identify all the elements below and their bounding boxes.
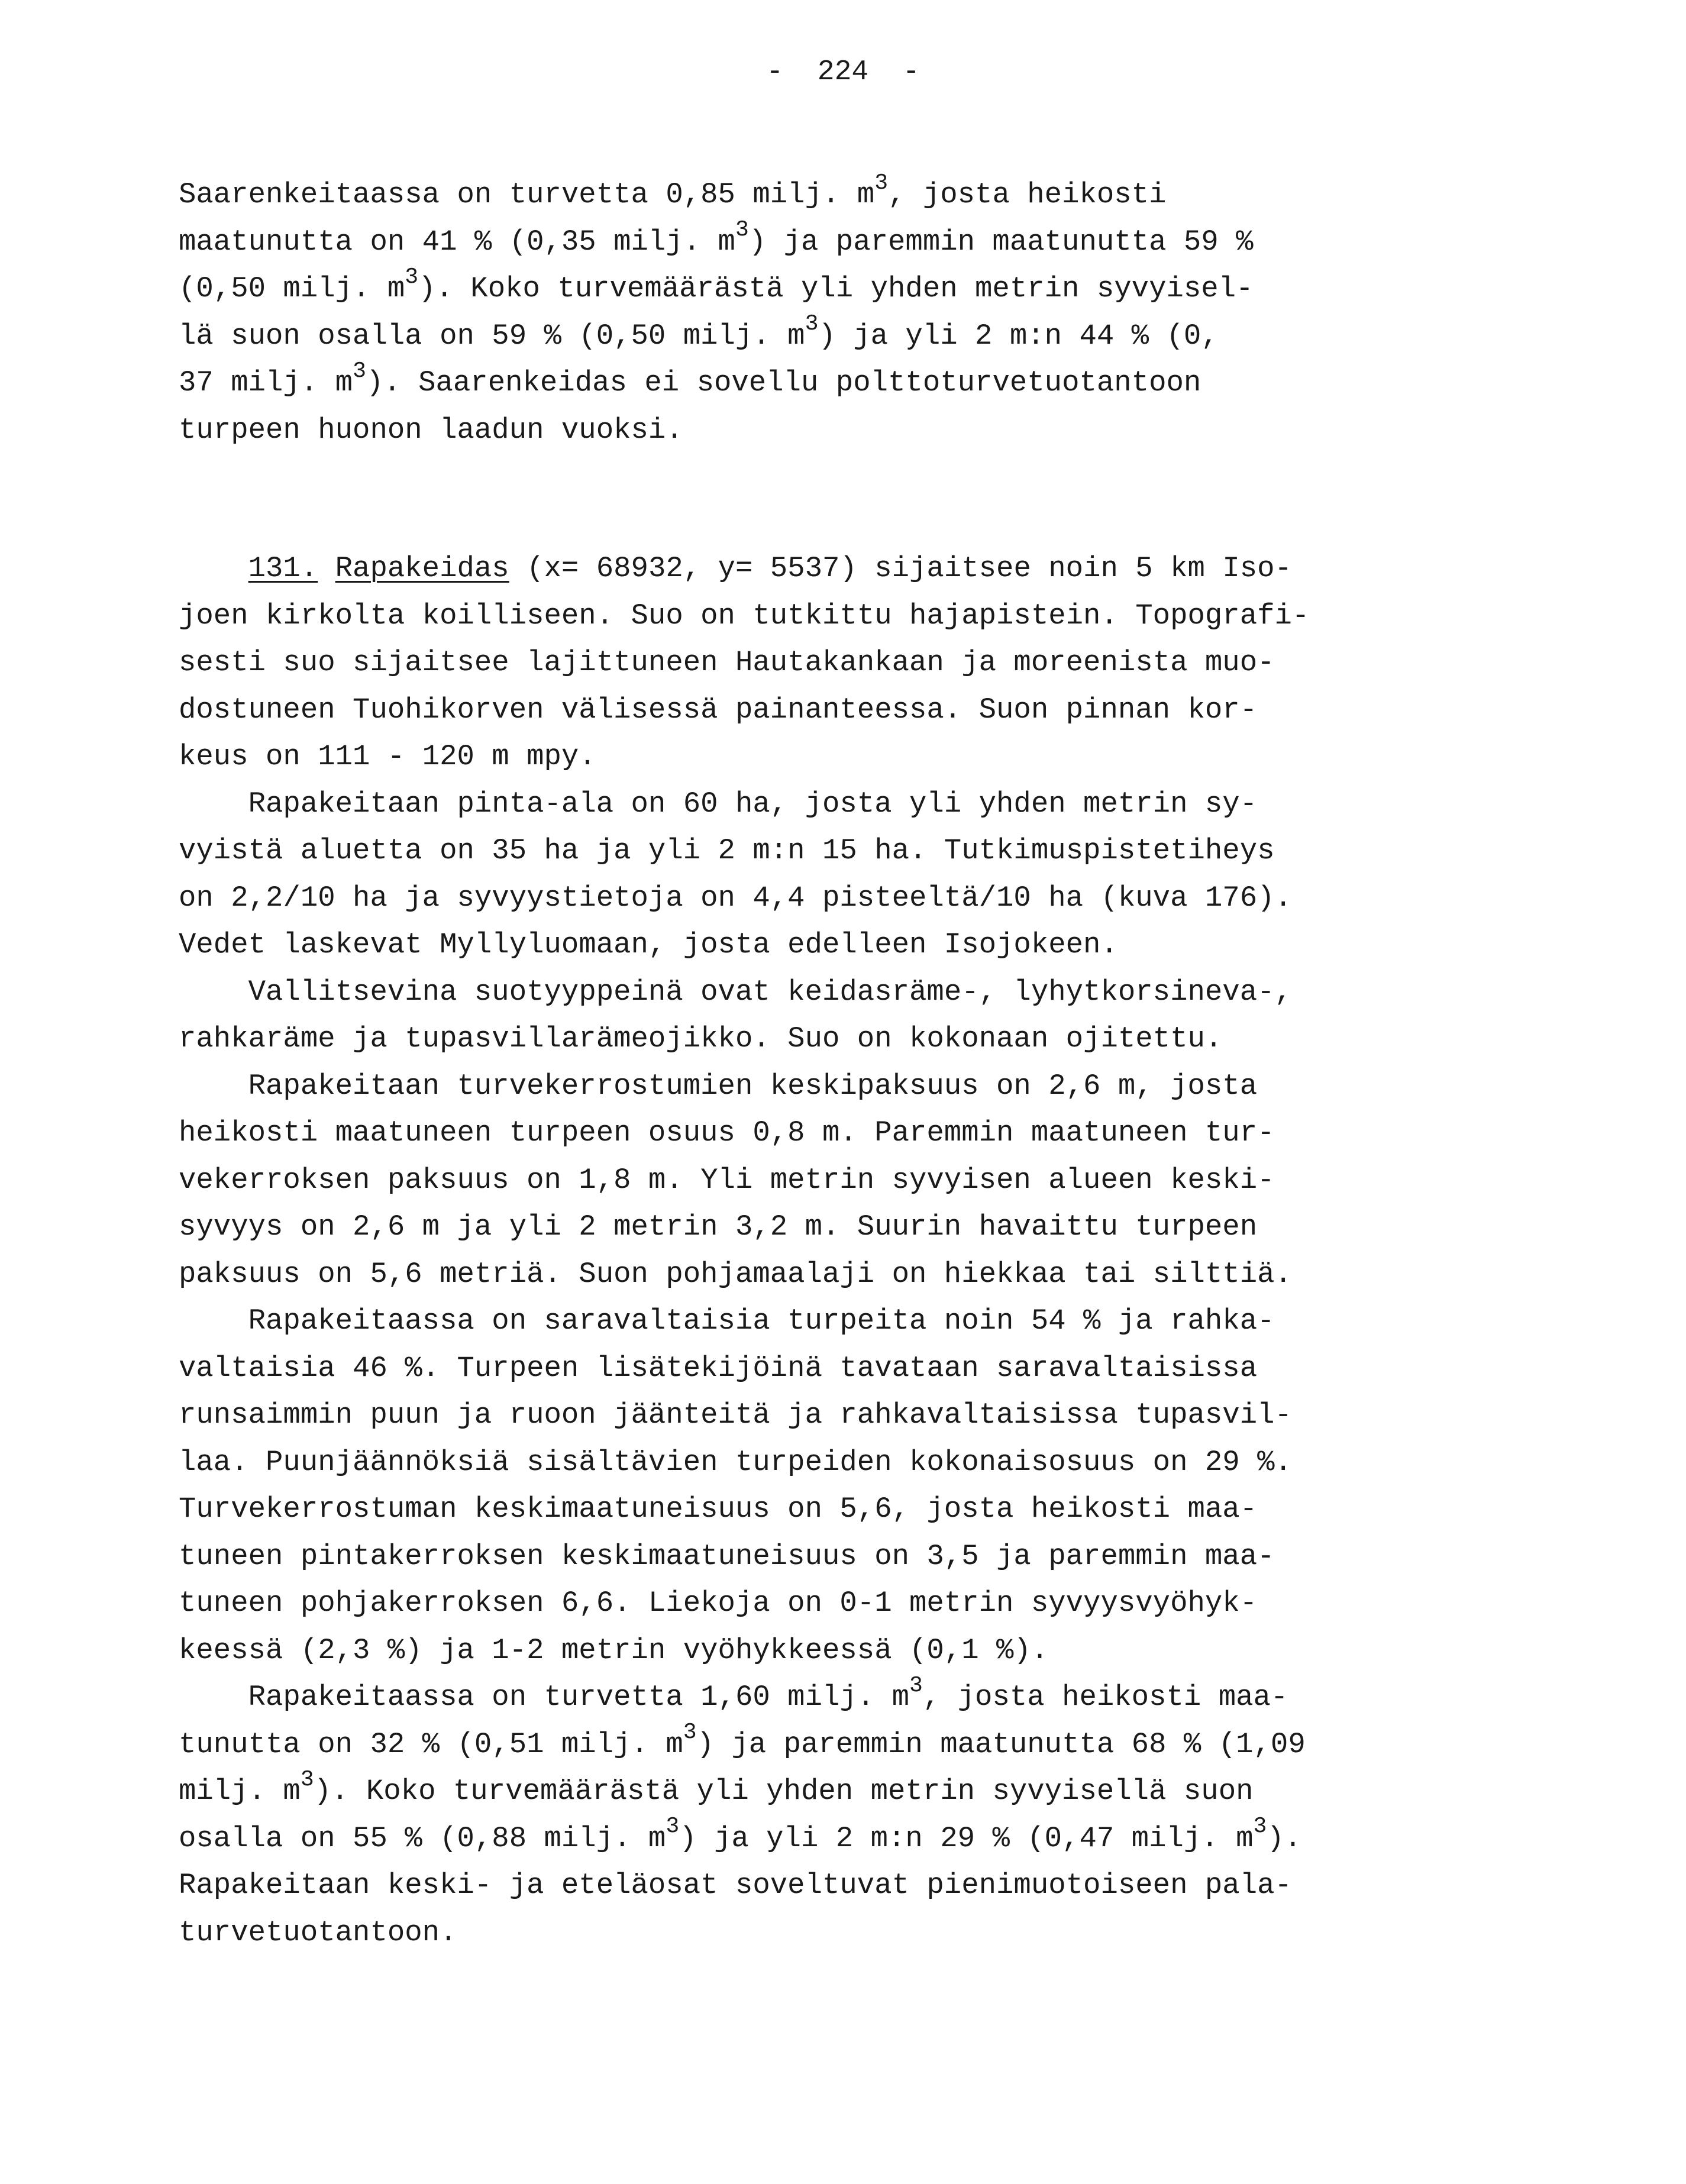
superscript: 3 [666,1814,680,1840]
superscript: 3 [683,1720,697,1746]
section-number: 131. [248,552,318,585]
text-line: Rapakeitaan turvekerrostumien keskipaksuus on 2,6 m, josta [248,1069,1258,1103]
superscript: 3 [909,1672,923,1698]
text-line: tuneen pohjakerroksen 6,6. Liekoja on 0-1 metrin syvyysvyöhyk- [179,1587,1258,1620]
superscript: 3 [735,217,749,243]
superscript: 3 [805,311,819,337]
text-line: (0,50 milj. $m^3$). Koko turvemäärästä yli yhden metrin syvyisel- [179,264,1254,305]
text-line: lä suon osalla on 59 % (0,50 milj. $m^3$) ja yli 2 m:n 44 % (0, [179,311,1219,353]
superscript: 3 [300,1766,314,1792]
text-line: tunutta on 32 % (0,51 milj. $m^3$) ja paremmin maatunutta 68 % (1,09 [179,1720,1306,1761]
text-line: turvetuotantoon. [179,1915,457,1949]
text-line: valtaisia 46 %. Turpeen lisätekijöinä tavataan saravaltaisissa [179,1351,1258,1385]
text-line: syvyys on 2,6 m ja yli 2 metrin 3,2 m. Suurin havaittu turpeen [179,1210,1258,1243]
text-line: laa. Puunjäännöksiä sisältävien turpeiden kokonaisosuus on 29 %. [179,1445,1292,1479]
text-line: paksuus on 5,6 metriä. Suon pohjamaalaji on hiekkaa tai silttiä. [179,1257,1292,1291]
text-line: maatunutta on 41 % (0,35 milj. $m^3$) ja paremmin maatunutta 59 % [179,217,1254,259]
text-line: dostuneen Tuohikorven välisessä painanteessa. Suon pinnan kor- [179,693,1258,726]
page-number: - 224 - [766,56,920,88]
text-line: vyistä aluetta on 35 ha ja yli 2 m:n 15 ha. Tutkimuspistetiheys [179,834,1275,867]
text-line: turpeen huonon laadun vuoksi. [179,413,683,447]
text-line: sesti suo sijaitsee lajittuneen Hautakankaan ja moreenista muo- [179,646,1275,679]
text-line: Vedet laskevat Myllyluomaan, josta edelleen Isojokeen. [179,928,1118,961]
section-heading-line: 131. Rapakeidas (x= 68932, y= 5537) sijaitsee noin 5 km Iso- [248,552,1292,585]
superscript: 3 [405,264,419,290]
superscript: 3 [353,358,366,384]
superscript: 3 [874,170,889,196]
text-line: rahkaräme ja tupasvillarämeojikko. Suo on kokonaan ojitettu. [179,1022,1223,1055]
text-line: on 2,2/10 ha ja syvyystietoja on 4,4 pisteeltä/10 ha (kuva 176). [179,881,1292,915]
text-line: joen kirkolta koilliseen. Suo on tutkittu hajapistein. Topografi- [179,599,1310,632]
superscript: 3 [1253,1814,1267,1840]
text-line: keessä (2,3 %) ja 1-2 metrin vyöhykkeessä (0,1 %). [179,1633,1049,1667]
text-line: Turvekerrostuman keskimaatuneisuus on 5,6, josta heikosti maa- [179,1492,1258,1526]
text-line: Vallitsevina suotyyppeinä ovat keidasräme-, lyhytkorsineva-, [248,975,1292,1009]
text-line: tuneen pintakerroksen keskimaatuneisuus on 3,5 ja paremmin maa- [179,1539,1275,1573]
text-line: Saarenkeitaassa on turvetta 0,85 milj. $m^3$, josta heikosti [179,170,1167,211]
text-line: 37 milj. $m^3$). Saarenkeidas ei sovellu polttoturvetuotantoon [179,358,1201,399]
section-131-rapakeidas [179,545,1539,1956]
bog-name: Rapakeidas [335,552,509,585]
text-line: milj. $m^3$). Koko turvemäärästä yli yhden metrin syvyisellä suon [179,1766,1254,1808]
text-line: vekerroksen paksuus on 1,8 m. Yli metrin syvyisen alueen keski- [179,1163,1275,1197]
text-line: Rapakeitaan keski- ja eteläosat soveltuvat pienimuotoiseen pala- [179,1869,1292,1902]
text-line: osalla on 55 % (0,88 milj. $m^3$) ja yli 2 m:n 29 % (0,47 milj. $m^3$). [179,1814,1302,1855]
text-line: heikosti maatuneen turpeen osuus 0,8 m. Paremmin maatuneen tur- [179,1116,1275,1149]
text-line: Rapakeitaassa on saravaltaisia turpeita noin 54 % ja rahka- [248,1304,1275,1337]
text-line: Rapakeitaassa on turvetta 1,60 milj. $m^3$, josta heikosti maa- [248,1672,1288,1714]
text-line: keus on 111 - 120 m mpy. [179,740,596,773]
paragraph-saarenkeidas-volume [179,172,1539,454]
text-line: Rapakeitaan pinta-ala on 60 ha, josta yli yhden metrin sy- [248,787,1258,820]
text-line: runsaimmin puun ja ruoon jäänteitä ja rahkavaltaisissa tupasvil- [179,1398,1292,1432]
